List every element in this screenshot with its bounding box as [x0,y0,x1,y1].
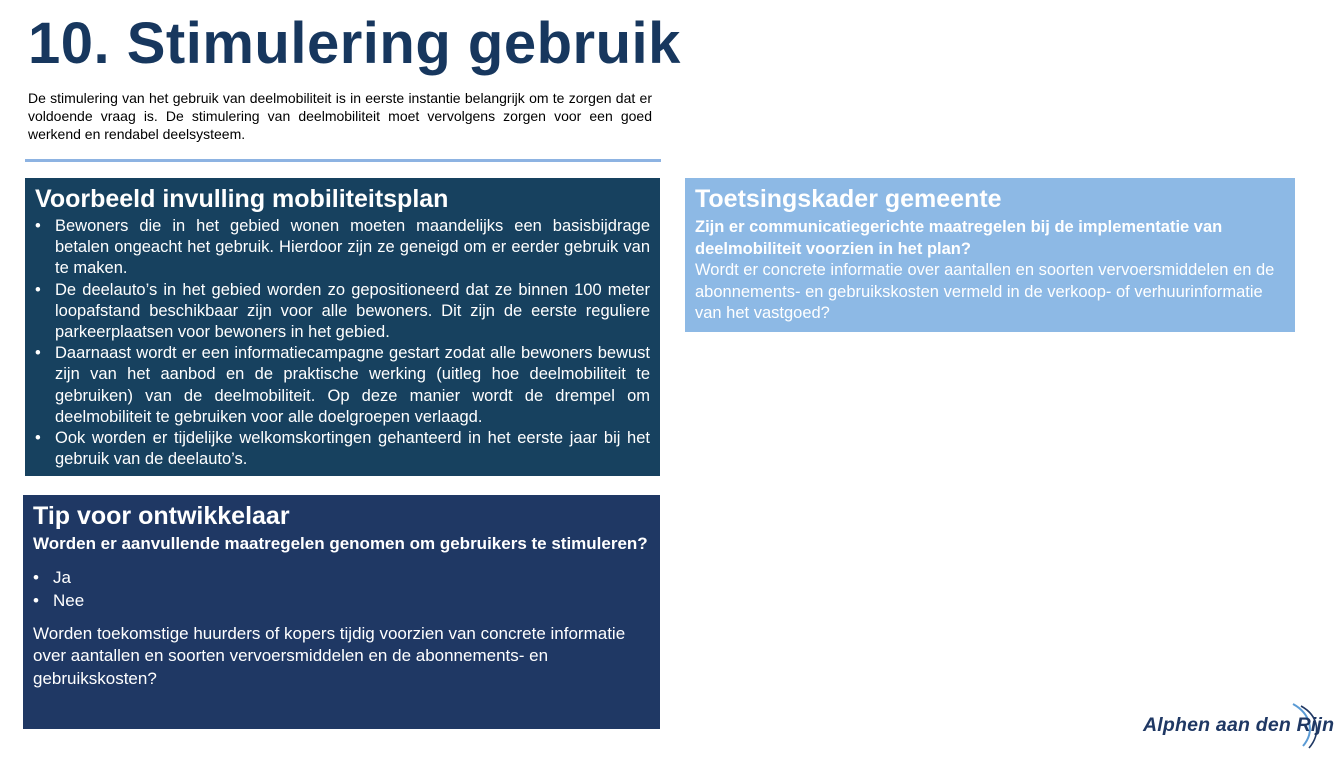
tip-box [23,495,660,729]
list-item: • De deelauto’s in het gebied worden zo gepositioneerd dat ze binnen 100 meter loopafstand beschikbaar zijn voor alle bewoners. Dit zijn de eerste reguliere parkeerplaatsen voor bewoners in het gebied. [35,280,650,344]
tip-paragraph: Worden toekomstige huurders of kopers tijdig voorzien van concrete informatie over aantallen en soorten vervoersmiddelen en de abonnements- en gebruikskosten? [33,623,626,688]
page-title: 10. Stimulering gebruik [28,11,681,76]
logo-text: Alphen aan den Rijn [1143,714,1335,736]
municipality-logo [1143,702,1335,750]
tip-question: Worden er aanvullende maatregelen genomen om gebruikers te stimuleren? [33,534,648,553]
toets-heading: Toetsingskader gemeente [695,185,1002,213]
list-item: • Ook worden er tijdelijke welkomskortingen gehanteerd in het eerste jaar bij het gebruik van de deelauto’s. [35,428,650,470]
option-yes: • Ja [33,566,650,589]
toets-box [685,178,1295,332]
example-list [35,216,650,470]
list-item: • Daarnaast wordt er een informatiecampagne gestart zodat alle bewoners bewust zijn van het aanbod en de praktische werking (uitleg hoe deelmobiliteit te gebruiken) van de deelmobiliteit. Op deze manier wordt de drempel om deelmobiliteit te gebruiken voor alle doelgroepen verlaagd. [35,343,650,428]
tip-heading: Tip voor ontwikkelaar [33,502,290,530]
tip-options [33,566,650,612]
option-no: • Nee [33,589,650,612]
example-heading: Voorbeeld invulling mobiliteitsplan [35,185,449,213]
example-box [25,178,660,476]
list-item: • Bewoners die in het gebied wonen moeten maandelijks een basisbijdrage betalen ongeacht het gebruik. Hierdoor zijn ze geneigd om er eerder gebruik van te maken. [35,216,650,280]
toets-paragraph: Wordt er concrete informatie over aantallen en soorten vervoersmiddelen en de abonnements- en gebruikskosten vermeld in de verkoop- of verhuurinformatie van het vastgoed? [695,261,1275,322]
divider [25,159,661,162]
intro-text: De stimulering van het gebruik van deelmobiliteit is in eerste instantie belangrijk om te zorgen dat er voldoende vraag is. De stimulering van deelmobiliteit moet vervolgens zorgen voor een goed werkend en rendabel deelsysteem. [28,90,652,142]
toets-question: Zijn er communicatiegerichte maatregelen bij de implementatie van deelmobiliteit voorzien in het plan? [695,218,1223,258]
